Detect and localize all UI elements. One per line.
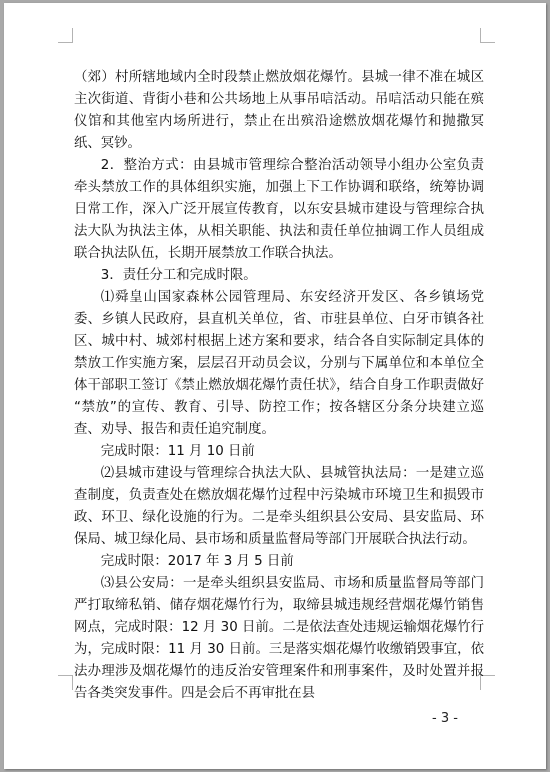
paragraph-responsibility-item-3: ⑶县公安局：一是牵头组织县安监局、市场和质量监督局等部门严打取缔私销、储存烟花爆竹行为，取缔县城违规经营烟花爆竹销售网点，完成时限：12 月 30 日前。二是依法查处违规运输烟花爆竹行为，完成时限：11 月 30 日前。三是落实烟花爆竹收缴销毁事宜，依法办理涉及烟花爆竹的违反治安管理案件和刑事案件，及时处置并报告各类突发事件。四是会后不再审批在县 [74, 576, 484, 701]
paragraph-responsibility-heading: 3．责任分工和完成时限。 [100, 268, 257, 283]
crop-mark-top-right [480, 28, 495, 43]
paragraph-deadline-2: 完成时限：2017 年 3 月 5 日前 [100, 554, 294, 569]
document-page [4, 3, 546, 769]
crop-mark-top-left [58, 28, 73, 43]
paragraph-responsibility-item-1: ⑴舜皇山国家森林公园管理局、东安经济开发区、各乡镇场党委、乡镇人民政府，县直机关单位，省、市驻县单位、白牙市镇各社区、城中村、城郊村根据上述方案和要求，结合各自实际制定具体的禁放工作实施方案，层层召开动员会议，分别与下属单位和本单位全体干部职工签订《禁止燃放烟花爆竹责任状》，结合自身工作职责做好 “禁放”的宣传、教育、引导、防控工作；按各辖区分条分块建立巡查、劝导、报告和责任追究制度。 [74, 290, 484, 437]
paragraph-rectification-method: 2．整治方式：由县城市管理综合整治活动领导小组办公室负责牵头禁放工作的具体组织实施，加强上下工作协调和联络，统筹协调日常工作，深入广泛开展宣传教育，以东安县城市建设与管理综合执法大队为执法主体，从相关职能、执法和责任单位抽调工作人员组成联合执法队伍，长期开展禁放工作联合执法。 [74, 158, 484, 261]
document-body [74, 67, 484, 705]
crop-mark-bottom-left [58, 675, 73, 690]
paragraph-deadline-1: 完成时限：11 月 10 日前 [100, 444, 255, 459]
paragraph-responsibility-item-2: ⑵县城市建设与管理综合执法大队、县城管执法局：一是建立巡查制度，负责查处在燃放烟花爆竹过程中污染城市环境卫生和损毁市政、环卫、绿化设施的行为。二是牵头组织县公安局、县安监局、环保局、城卫绿化局、县市场和质量监督局等部门开展联合执法行动。 [74, 466, 484, 547]
page-number: - 3 - [432, 711, 458, 726]
paragraph-firecracker-ban-area: （郊）村所辖地域内全时段禁止燃放烟花爆竹。县城一律不准在城区主次街道、背街小巷和公共场地上从事吊唁活动。吊唁活动只能在殡仪馆和其他室内场所进行，禁止在出殡沿途燃放烟花爆竹和抛撒冥纸、冥钞。 [74, 70, 484, 151]
